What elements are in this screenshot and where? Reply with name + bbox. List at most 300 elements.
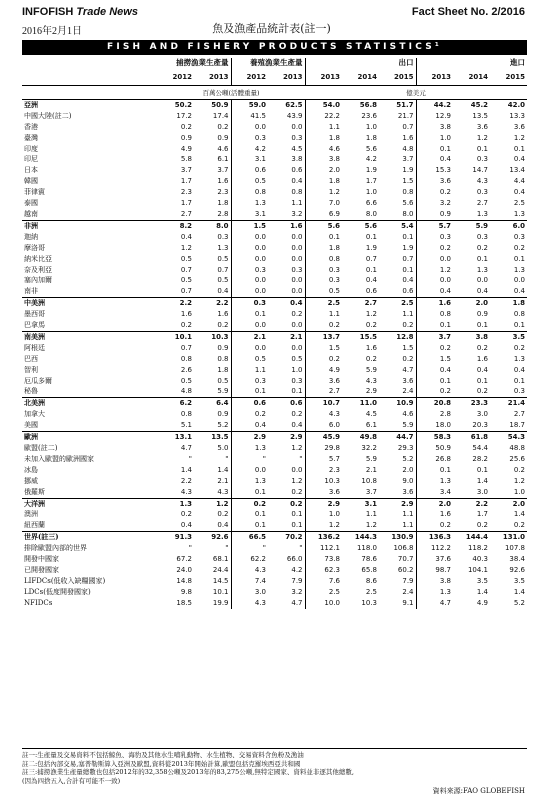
- value-cell: 0.2: [291, 310, 303, 319]
- table-row: [22, 343, 527, 354]
- value-cell: 18.0: [416, 420, 453, 431]
- value-cell: 0.3: [291, 133, 303, 142]
- value-cell: 9.8: [180, 587, 192, 596]
- value-cell: 17.4: [212, 111, 229, 120]
- value-cell: 2.0: [402, 465, 414, 474]
- value-cell: 1.2: [513, 476, 525, 485]
- value-cell: 0.1: [416, 465, 453, 476]
- value-cell: 42.0: [490, 99, 527, 110]
- value-cell: 0.7: [402, 122, 414, 131]
- value-cell: 5.9: [402, 421, 414, 430]
- units-value: 億美元: [406, 88, 426, 97]
- row-label: 摩洛哥: [24, 243, 45, 252]
- region-row: [22, 220, 527, 231]
- value-cell: 7.9: [402, 576, 414, 585]
- value-cell: 106.8: [393, 544, 414, 553]
- value-cell: 0.9: [476, 310, 488, 319]
- value-cell: 1.1: [365, 510, 377, 519]
- value-cell: 44.2: [416, 99, 453, 110]
- brand-suffix: Trade News: [76, 6, 138, 18]
- value-cell: 2.1: [365, 465, 377, 474]
- value-cell: 0.5: [291, 354, 303, 363]
- value-cell: 98.7: [416, 565, 453, 576]
- value-cell: 1.3: [231, 476, 268, 487]
- units-row: [22, 85, 527, 99]
- table-row: [22, 122, 527, 133]
- value-cell: 2.3: [217, 188, 229, 197]
- value-cell: 0.9: [180, 133, 192, 142]
- table-row: [22, 454, 527, 465]
- year-cell: 2013: [268, 69, 305, 86]
- value-cell: 0.1: [513, 254, 525, 263]
- row-label: 臺灣: [24, 133, 38, 142]
- value-cell: 0.4: [291, 177, 303, 186]
- value-cell: 0.0: [291, 287, 303, 296]
- value-cell: 0.1: [416, 144, 453, 155]
- value-cell: 0.4: [416, 154, 453, 165]
- value-cell: 3.0: [231, 587, 268, 598]
- value-cell: 0.0: [291, 232, 303, 241]
- value-cell: 78.6: [361, 555, 377, 564]
- value-cell: 10.3: [305, 476, 342, 487]
- value-cell: 70.2: [268, 532, 305, 543]
- value-cell: 5.1: [180, 421, 192, 430]
- value-cell: 1.3: [513, 209, 525, 218]
- table-row: [22, 133, 527, 144]
- row-label: 迦納: [24, 232, 38, 241]
- value-cell: 10.1: [157, 331, 194, 342]
- value-cell: 2.1: [231, 331, 268, 342]
- value-cell: 5.9: [217, 387, 229, 396]
- value-cell: 1.3: [231, 443, 268, 454]
- value-cell: 1.2: [291, 476, 303, 485]
- value-cell: 4.7: [291, 598, 303, 607]
- value-cell: 0.3: [217, 232, 229, 241]
- footnote-3: 註三:捕撈漁業生產量總數也包括2012年的32,358公噸及2013年的83,275公噸,無特定國家、資料並非逐其他總數,: [22, 768, 354, 776]
- value-cell: 0.6: [365, 287, 377, 296]
- value-cell: 2.0: [305, 165, 342, 176]
- row-label: 中國大陸(註二): [24, 111, 72, 120]
- value-cell: 0.4: [217, 287, 229, 296]
- value-cell: 43.9: [286, 111, 303, 120]
- value-cell: 1.1: [305, 122, 342, 133]
- value-cell: 0.0: [231, 286, 268, 297]
- table-row: [22, 198, 527, 209]
- table-row: [22, 520, 527, 531]
- value-cell: 5.2: [513, 598, 525, 607]
- value-cell: 1.4: [476, 587, 488, 596]
- value-cell: 5.6: [342, 220, 379, 231]
- value-cell: 0.2: [513, 465, 525, 474]
- value-cell: 0.1: [402, 232, 414, 241]
- value-cell: 1.0: [365, 122, 377, 131]
- value-cell: 92.6: [509, 565, 525, 574]
- value-cell: 0.2: [180, 122, 192, 131]
- value-cell: ": [225, 544, 229, 553]
- value-cell: 54.3: [490, 432, 527, 443]
- value-cell: 0.7: [180, 265, 192, 274]
- year-cell: 2015: [379, 69, 416, 86]
- value-cell: 0.3: [305, 275, 342, 286]
- value-cell: 0.1: [513, 321, 525, 330]
- value-cell: 0.4: [476, 287, 488, 296]
- value-cell: 0.0: [291, 276, 303, 285]
- value-cell: 3.5: [476, 576, 488, 585]
- value-cell: 0.8: [231, 187, 268, 198]
- value-cell: 6.9: [305, 209, 342, 220]
- value-cell: 3.6: [305, 376, 342, 387]
- value-cell: 3.4: [416, 487, 453, 498]
- value-cell: 50.2: [157, 99, 194, 110]
- value-cell: 7.6: [305, 576, 342, 587]
- value-cell: 0.1: [291, 510, 303, 519]
- value-cell: 5.7: [416, 220, 453, 231]
- value-cell: 3.6: [305, 487, 342, 498]
- row-label: 排除歐盟內部的世界: [24, 544, 87, 553]
- table-row: [22, 587, 527, 598]
- value-cell: 5.6: [305, 220, 342, 231]
- value-cell: 0.8: [305, 254, 342, 265]
- value-cell: 14.8: [176, 576, 192, 585]
- value-cell: 0.5: [180, 376, 192, 385]
- value-cell: 3.5: [513, 576, 525, 585]
- value-cell: 0.5: [217, 254, 229, 263]
- value-cell: 1.3: [416, 476, 453, 487]
- value-cell: 0.5: [217, 276, 229, 285]
- value-cell: 0.9: [217, 410, 229, 419]
- value-cell: 5.9: [365, 365, 377, 374]
- value-cell: 0.2: [365, 321, 377, 330]
- value-cell: 0.1: [231, 309, 268, 320]
- value-cell: 4.2: [365, 155, 377, 164]
- value-cell: 0.4: [180, 232, 192, 241]
- value-cell: 1.2: [513, 133, 525, 142]
- row-label: 大洋洲: [22, 498, 157, 509]
- value-cell: 48.8: [509, 444, 525, 452]
- row-label: 挪威: [24, 476, 38, 485]
- value-cell: 4.3: [180, 487, 192, 496]
- row-label: 中美洲: [22, 298, 157, 309]
- table-row: [22, 232, 527, 243]
- value-cell: 2.7: [476, 199, 488, 208]
- value-cell: 54.0: [305, 99, 342, 110]
- value-cell: 9.1: [402, 598, 414, 607]
- value-cell: 10.9: [379, 398, 416, 409]
- value-cell: 0.4: [513, 365, 525, 374]
- units-volume: 百萬公噸(活體重量): [202, 88, 260, 97]
- row-label: 巴西: [24, 354, 38, 363]
- value-cell: 3.7: [402, 155, 414, 164]
- value-cell: 0.3: [513, 232, 525, 241]
- publication-name: [22, 6, 138, 18]
- value-cell: 2.5: [513, 199, 525, 208]
- value-cell: 0.2: [231, 498, 268, 509]
- table-row: [22, 320, 527, 331]
- value-cell: 1.8: [365, 133, 377, 142]
- row-label: NFIDCs: [24, 598, 53, 607]
- value-cell: 3.7: [180, 166, 192, 175]
- row-label: 俄羅斯: [24, 487, 45, 496]
- value-cell: 0.6: [402, 287, 414, 296]
- table-row: [22, 465, 527, 476]
- value-cell: 0.3: [416, 232, 453, 243]
- value-cell: 3.2: [291, 209, 303, 218]
- value-cell: 5.8: [180, 155, 192, 164]
- value-cell: 1.2: [365, 310, 377, 319]
- value-cell: 0.2: [402, 321, 414, 330]
- value-cell: 1.4: [476, 476, 488, 485]
- value-cell: 17.2: [176, 111, 192, 120]
- value-cell: 0.2: [180, 510, 192, 519]
- value-cell: 91.3: [157, 532, 194, 543]
- row-label: 納米比亞: [24, 254, 52, 263]
- value-cell: 1.6: [268, 220, 305, 231]
- value-cell: 144.3: [342, 532, 379, 543]
- value-cell: ": [231, 543, 268, 554]
- value-cell: 107.8: [504, 544, 525, 553]
- value-cell: 1.3: [513, 265, 525, 274]
- value-cell: 0.0: [291, 243, 303, 252]
- value-cell: 3.1: [231, 209, 268, 220]
- value-cell: 1.0: [365, 188, 377, 197]
- value-cell: 0.3: [231, 133, 268, 144]
- table-row: [22, 576, 527, 587]
- table-row: [22, 386, 527, 397]
- table-row: [22, 187, 527, 198]
- value-cell: 136.3: [416, 532, 453, 543]
- value-cell: 5.2: [217, 421, 229, 430]
- value-cell: 0.1: [291, 521, 303, 530]
- value-cell: 0.8: [180, 354, 192, 363]
- value-cell: 1.5: [416, 354, 453, 365]
- year-cell: 2014: [453, 69, 490, 86]
- value-cell: 0.4: [476, 365, 488, 374]
- value-cell: 3.8: [291, 155, 303, 164]
- footnote-4: (因為四捨五入,合計有可能不一致): [22, 776, 121, 785]
- value-cell: 0.0: [291, 254, 303, 263]
- value-cell: 0.6: [268, 398, 305, 409]
- value-cell: 0.8: [416, 309, 453, 320]
- region-row: [22, 99, 527, 110]
- value-cell: 22.2: [305, 111, 342, 122]
- value-cell: 3.7: [217, 166, 229, 175]
- value-cell: 0.5: [231, 176, 268, 187]
- value-cell: 1.4: [513, 587, 525, 596]
- value-cell: 1.3: [513, 354, 525, 363]
- value-cell: 4.3: [217, 487, 229, 496]
- table-row: [22, 144, 527, 155]
- title-text: 魚及漁產品統計表: [212, 22, 301, 35]
- value-cell: 20.3: [472, 421, 488, 430]
- value-cell: 29.3: [397, 444, 414, 452]
- value-cell: 6.6: [365, 199, 377, 208]
- value-cell: 1.1: [402, 521, 414, 530]
- aquaculture-header: 養殖漁業生產量: [231, 58, 305, 69]
- value-cell: 20.8: [416, 398, 453, 409]
- value-cell: 2.8: [217, 209, 229, 218]
- value-cell: 0.0: [291, 122, 303, 131]
- value-cell: 8.0: [194, 220, 231, 231]
- value-cell: 1.0: [513, 487, 525, 496]
- row-label: 塞內加爾: [24, 276, 52, 285]
- value-cell: 4.9: [305, 365, 342, 376]
- value-cell: 40.3: [472, 555, 488, 564]
- value-cell: 0.1: [513, 144, 525, 153]
- value-cell: 1.9: [365, 166, 377, 175]
- value-cell: 0.3: [513, 387, 525, 396]
- value-cell: 1.1: [231, 365, 268, 376]
- value-cell: 4.7: [402, 365, 414, 374]
- value-cell: 0.0: [416, 275, 453, 286]
- value-cell: 0.2: [513, 243, 525, 252]
- table-row: [22, 409, 527, 420]
- value-cell: 26.8: [416, 454, 453, 465]
- value-cell: 0.3: [231, 376, 268, 387]
- value-cell: 12.8: [379, 331, 416, 342]
- value-cell: 1.8: [490, 298, 527, 309]
- value-cell: 3.5: [490, 331, 527, 342]
- value-cell: 14.5: [212, 576, 229, 585]
- value-cell: 66.5: [231, 532, 268, 543]
- value-cell: 7.9: [291, 576, 303, 585]
- value-cell: 1.3: [231, 198, 268, 209]
- value-cell: 70.7: [397, 555, 414, 564]
- row-label: 奈及利亞: [24, 265, 52, 274]
- value-cell: 0.0: [231, 232, 268, 243]
- value-cell: 15.5: [342, 331, 379, 342]
- value-cell: 3.1: [342, 498, 379, 509]
- value-cell: 2.0: [453, 298, 490, 309]
- value-cell: 6.1: [217, 155, 229, 164]
- value-cell: 0.4: [513, 188, 525, 197]
- value-cell: 13.1: [157, 432, 194, 443]
- row-label: 越南: [24, 209, 38, 218]
- row-label: 美國: [24, 421, 38, 430]
- value-cell: 1.1: [291, 199, 303, 208]
- year-cell: 2015: [490, 69, 527, 86]
- value-cell: 58.3: [416, 432, 453, 443]
- value-cell: 2.9: [379, 498, 416, 509]
- value-cell: 0.2: [305, 320, 342, 331]
- value-cell: 0.8: [180, 410, 192, 419]
- value-cell: 2.1: [268, 331, 305, 342]
- value-cell: 1.5: [231, 220, 268, 231]
- value-cell: 65.8: [361, 565, 377, 574]
- value-cell: 118.2: [467, 544, 488, 553]
- value-cell: 5.9: [365, 454, 377, 463]
- row-label: 北美洲: [22, 398, 157, 409]
- value-cell: 13.7: [305, 331, 342, 342]
- value-cell: 24.0: [176, 565, 192, 574]
- value-cell: 62.2: [231, 554, 268, 565]
- value-cell: 0.0: [291, 465, 303, 474]
- value-cell: 130.9: [379, 532, 416, 543]
- value-cell: 6.2: [157, 398, 194, 409]
- value-cell: 23.6: [361, 111, 377, 120]
- value-cell: 61.8: [453, 432, 490, 443]
- row-label: 秘魯: [24, 387, 38, 396]
- value-cell: 2.2: [157, 298, 194, 309]
- value-cell: 59.0: [231, 99, 268, 110]
- value-cell: 1.7: [365, 177, 377, 186]
- table-row: [22, 509, 527, 520]
- value-cell: 15.3: [416, 165, 453, 176]
- value-cell: ": [188, 454, 192, 463]
- value-cell: 2.2: [453, 498, 490, 509]
- value-cell: 60.2: [397, 565, 414, 574]
- value-cell: 0.3: [476, 155, 488, 164]
- value-cell: 2.2: [194, 298, 231, 309]
- footnotes: [22, 748, 527, 785]
- value-cell: 2.4: [402, 587, 414, 596]
- table-row: [22, 243, 527, 254]
- value-cell: 45.2: [453, 99, 490, 110]
- value-cell: 2.5: [379, 298, 416, 309]
- value-cell: 0.2: [365, 354, 377, 363]
- value-cell: 0.2: [180, 321, 192, 330]
- value-cell: 0.2: [291, 487, 303, 496]
- value-cell: 5.7: [305, 454, 342, 465]
- value-cell: 3.0: [476, 410, 488, 419]
- value-cell: 1.8: [305, 176, 342, 187]
- value-cell: 0.2: [416, 520, 453, 531]
- value-cell: 0.0: [231, 343, 268, 354]
- year-header-row: [22, 69, 527, 86]
- value-cell: 0.4: [268, 298, 305, 309]
- value-cell: 21.4: [490, 398, 527, 409]
- value-cell: 0.0: [231, 320, 268, 331]
- value-cell: 1.2: [416, 265, 453, 276]
- value-cell: 4.4: [513, 177, 525, 186]
- row-label: 亞洲: [22, 99, 157, 110]
- value-cell: 0.2: [476, 387, 488, 396]
- brand: INFOFISH: [22, 6, 74, 18]
- value-cell: 0.5: [180, 276, 192, 285]
- value-cell: 3.1: [231, 154, 268, 165]
- value-cell: 1.1: [402, 510, 414, 519]
- row-label: 墨西哥: [24, 310, 45, 319]
- value-cell: 1.9: [402, 166, 414, 175]
- value-cell: 0.3: [305, 265, 342, 276]
- value-cell: 0.2: [416, 187, 453, 198]
- value-cell: 3.8: [416, 122, 453, 133]
- value-cell: 0.9: [217, 343, 229, 352]
- value-cell: 10.7: [305, 398, 342, 409]
- document-title: [0, 20, 543, 36]
- value-cell: 0.2: [476, 521, 488, 530]
- value-cell: 0.1: [231, 386, 268, 397]
- table-row: [22, 111, 527, 122]
- value-cell: 5.9: [453, 220, 490, 231]
- row-label: 阿根廷: [24, 343, 45, 352]
- row-label: 南美洲: [22, 331, 157, 342]
- value-cell: 68.1: [212, 555, 229, 564]
- value-cell: 0.1: [476, 254, 488, 263]
- row-label: 印度: [24, 144, 38, 153]
- issue-date: 2016年2月1日: [22, 26, 82, 37]
- value-cell: 2.1: [217, 476, 229, 485]
- source-credit: 資料來源:FAO GLOBEFISH: [432, 787, 525, 795]
- value-cell: 3.8: [305, 154, 342, 165]
- value-cell: 1.4: [180, 465, 192, 474]
- value-cell: 1.9: [365, 243, 377, 252]
- value-cell: 38.4: [509, 555, 525, 564]
- value-cell: 0.2: [217, 510, 229, 519]
- row-label: 香港: [24, 122, 38, 131]
- value-cell: 13.5: [194, 432, 231, 443]
- value-cell: 3.2: [291, 587, 303, 596]
- value-cell: 44.7: [379, 432, 416, 443]
